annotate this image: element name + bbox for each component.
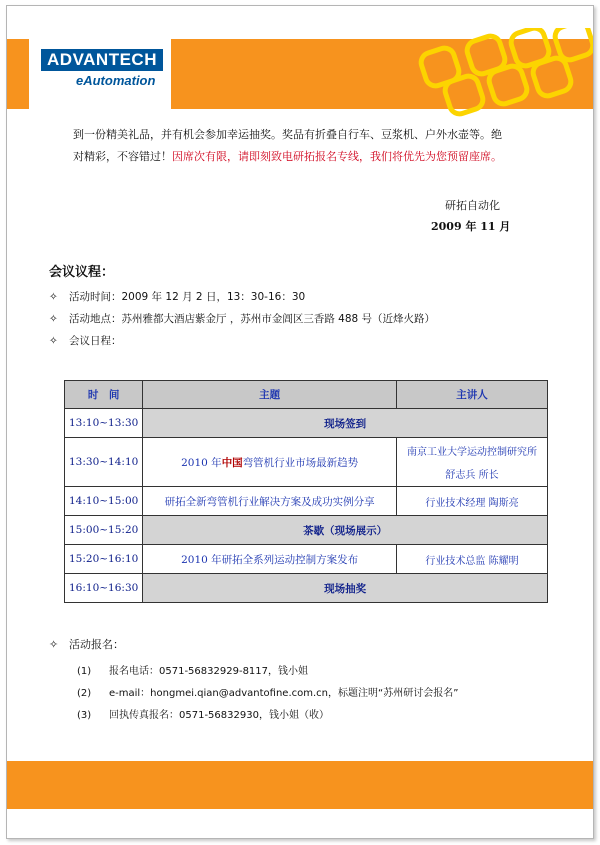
bullet-icon: ✧ bbox=[49, 638, 59, 651]
row-topic: 现场抽奖 bbox=[143, 574, 548, 603]
intro-text-red: 因席次有限，请即刻致电研拓报名专线，我们将优先为您预留座席。 bbox=[172, 150, 502, 163]
agenda-schedule-label: ✧ 会议日程： bbox=[49, 335, 122, 347]
table-row bbox=[65, 574, 548, 603]
row-speaker: 行业技术总监 陈耀明 bbox=[397, 545, 548, 574]
table-row bbox=[65, 409, 548, 438]
header-time: 时 间 bbox=[65, 381, 143, 409]
row-topic: 研拓全新弯管机行业解决方案及成功实例分享 bbox=[143, 487, 397, 516]
row-time: 16:10~16:30 bbox=[65, 574, 143, 603]
decorative-rings bbox=[417, 28, 593, 120]
document-page bbox=[6, 5, 594, 839]
intro-line-1: 到一份精美礼品，并有机会参加幸运抽奖。奖品有折叠自行车、豆浆机、户外水壶等。绝 bbox=[73, 128, 502, 141]
row-time: 15:20~16:10 bbox=[65, 545, 143, 574]
table-row bbox=[65, 545, 548, 574]
row-time: 13:10~13:30 bbox=[65, 409, 143, 438]
bullet-icon: ✧ bbox=[49, 335, 58, 347]
row-speaker: 行业技术经理 陶斯亮 bbox=[397, 487, 548, 516]
table-row bbox=[65, 516, 548, 545]
signature-org: 研拓自动化 bbox=[445, 199, 500, 212]
table-row bbox=[65, 487, 548, 516]
registration-title: ✧ 活动报名： bbox=[49, 638, 124, 651]
registration-item: (3) 回执传真报名：0571-56832930，钱小姐（收） bbox=[77, 710, 329, 721]
registration-item: (1) 报名电话：0571-56832929-8117，钱小姐 bbox=[77, 666, 309, 677]
row-time: 13:30~14:10 bbox=[65, 438, 143, 487]
row-speaker: 南京工业大学运动控制研究所 舒志兵 所长 bbox=[397, 438, 548, 487]
row-topic: 2010 年中国弯管机行业市场最新趋势 bbox=[143, 438, 397, 487]
registration-item: (2) e-mail：hongmei.qian@advantofine.com.cn，标题注明“苏州研讨会报名” bbox=[77, 688, 459, 699]
footer-band bbox=[7, 761, 593, 809]
agenda-time: ✧ 活动时间：2009 年 12 月 2 日，13：30-16：30 bbox=[49, 291, 306, 303]
intro-line-2 bbox=[73, 149, 573, 165]
row-topic: 茶歇（现场展示） bbox=[143, 516, 548, 545]
row-time: 14:10~15:00 bbox=[65, 487, 143, 516]
table-header-row bbox=[65, 381, 548, 409]
brand-logo-text: ADVANTECH bbox=[41, 49, 163, 71]
table-row bbox=[65, 438, 548, 487]
row-topic: 现场签到 bbox=[143, 409, 548, 438]
agenda-location: ✧ 活动地点：苏州雅都大酒店紫金厅 ，苏州市金阊区三香路 488 号（近烽火路） bbox=[49, 313, 436, 325]
row-topic: 2010 年研拓全系列运动控制方案发布 bbox=[143, 545, 397, 574]
header-topic: 主题 bbox=[143, 381, 397, 409]
row-time: 15:00~15:20 bbox=[65, 516, 143, 545]
logo bbox=[29, 24, 171, 110]
header-speaker: 主讲人 bbox=[397, 381, 548, 409]
signature-date: 2009 年 11 月 bbox=[431, 220, 511, 233]
schedule-table bbox=[64, 380, 548, 603]
intro-text-black: 对精彩，不容错过！ bbox=[73, 150, 172, 163]
agenda-title: 会议议程： bbox=[49, 265, 115, 280]
brand-tagline: eAutomation bbox=[76, 73, 156, 88]
bullet-icon: ✧ bbox=[49, 313, 58, 325]
bullet-icon: ✧ bbox=[49, 291, 58, 303]
